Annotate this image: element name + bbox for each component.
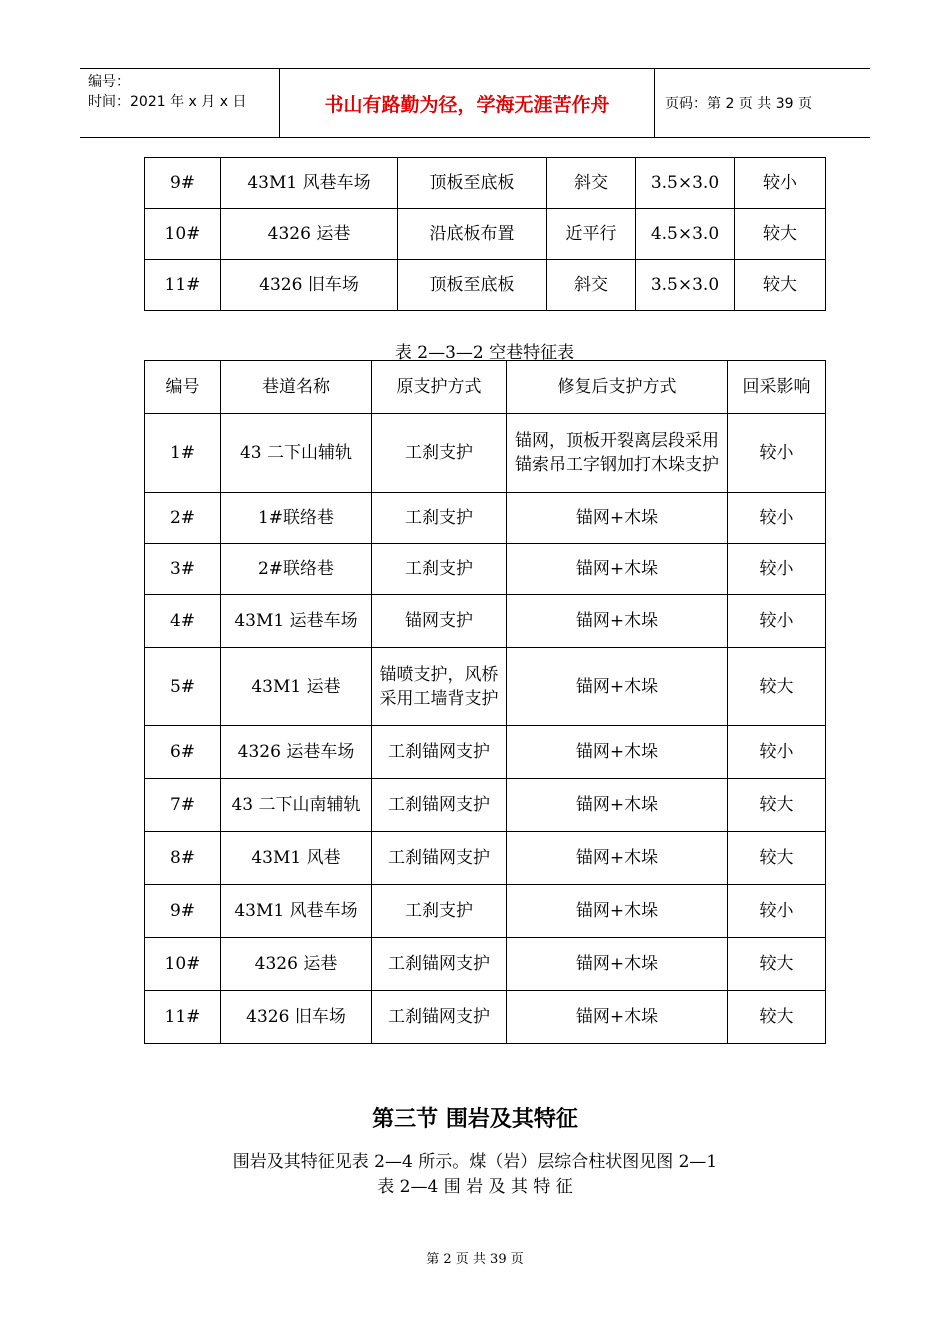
table-cell: 4326 旧车场 [221, 260, 398, 311]
table-cell: 工刹锚网支护 [372, 726, 507, 779]
table-cell: 较小 [735, 158, 826, 209]
table-cell: 4326 运巷 [221, 938, 372, 991]
table-cell: 43M1 运巷车场 [221, 595, 372, 648]
table-cell: 8# [145, 832, 221, 885]
table-cell: 3# [145, 544, 221, 595]
table-cell: 近平行 [547, 209, 636, 260]
table-cell: 6# [145, 726, 221, 779]
table-cell: 3.5×3.0 [636, 158, 735, 209]
table-cell: 9# [145, 885, 221, 938]
table-cell: 工刹支护 [372, 885, 507, 938]
table-cell: 锚网，顶板开裂离层段采用锚索吊工字钢加打木垛支护 [507, 414, 728, 493]
table-cell: 5# [145, 648, 221, 726]
table-cell: 顶板至底板 [398, 158, 547, 209]
table-cell: 2# [145, 493, 221, 544]
table-row [145, 260, 826, 311]
table-cell: 顶板至底板 [398, 260, 547, 311]
table-cell: 锚网支护 [372, 595, 507, 648]
table-cell: 7# [145, 779, 221, 832]
table-cell: 沿底板布置 [398, 209, 547, 260]
table-cell: 较大 [735, 209, 826, 260]
table-cell: 锚喷支护，风桥采用工墙背支护 [372, 648, 507, 726]
table-cell: 锚网+木垛 [507, 938, 728, 991]
table-cell: 斜交 [547, 158, 636, 209]
table-cell: 工刹锚网支护 [372, 991, 507, 1044]
header-time-label: 时间：2021 年 x 月 x 日 [88, 94, 247, 110]
table-cell: 较大 [728, 832, 826, 885]
table-cell: 锚网+木垛 [507, 832, 728, 885]
table-cell: 43M1 风巷 [221, 832, 372, 885]
table-row [145, 938, 826, 991]
table-cell: 4326 运巷车场 [221, 726, 372, 779]
page-footer: 第 2 页 共 39 页 [426, 1252, 524, 1267]
table-caption: 表 2—3—2 空巷特征表 [394, 343, 575, 363]
table-cell: 10# [145, 209, 221, 260]
table-cell: 4.5×3.0 [636, 209, 735, 260]
table-cell: 4326 运巷 [221, 209, 398, 260]
table-cell: 工刹支护 [372, 414, 507, 493]
table-cell: 9# [145, 158, 221, 209]
table-cell: 锚网+木垛 [507, 726, 728, 779]
table-row [145, 544, 826, 595]
column-header: 回采影响 [728, 361, 826, 414]
column-header: 修复后支护方式 [507, 361, 728, 414]
table-row [145, 493, 826, 544]
table-cell: 工刹锚网支护 [372, 938, 507, 991]
column-header: 巷道名称 [221, 361, 372, 414]
table-cell: 工刹支护 [372, 493, 507, 544]
column-header: 编号 [145, 361, 221, 414]
header-motto: 书山有路勤为径，学海无涯苦作舟 [280, 69, 655, 137]
table-row [145, 595, 826, 648]
table-row [145, 209, 826, 260]
table-row [145, 991, 826, 1044]
table-cell: 较大 [728, 991, 826, 1044]
table-cell: 4# [145, 595, 221, 648]
table-cell: 较大 [735, 260, 826, 311]
section-body: 围岩及其特征见表 2—4 所示。煤（岩）层综合柱状图见图 2—1 [232, 1152, 718, 1172]
table-header-row [145, 361, 826, 414]
table-cell: 锚网+木垛 [507, 648, 728, 726]
table-cell: 较小 [728, 595, 826, 648]
table-row [145, 648, 826, 726]
table-cell: 较大 [728, 648, 826, 726]
table-caption: 表 2—4 围 岩 及 其 特 征 [377, 1177, 573, 1197]
table-cell: 工刹支护 [372, 544, 507, 595]
header-page-info: 页码：第 2 页 共 39 页 [665, 96, 812, 112]
table-cell: 4326 旧车场 [221, 991, 372, 1044]
table-cell: 1#联络巷 [221, 493, 372, 544]
table-cell: 较小 [728, 726, 826, 779]
column-header: 原支护方式 [372, 361, 507, 414]
table-row [145, 832, 826, 885]
table-cell: 43M1 运巷 [221, 648, 372, 726]
table-row [145, 158, 826, 209]
table-cell: 锚网+木垛 [507, 595, 728, 648]
empty-roadway-table [144, 360, 826, 1044]
table-cell: 43M1 风巷车场 [221, 885, 372, 938]
table-row [145, 779, 826, 832]
table-cell: 斜交 [547, 260, 636, 311]
table-cell: 11# [145, 991, 221, 1044]
table-cell: 43 二下山南辅轨 [221, 779, 372, 832]
header-number-label: 编号： [88, 74, 130, 90]
table-cell: 较大 [728, 779, 826, 832]
table-cell: 工刹锚网支护 [372, 779, 507, 832]
table-cell: 锚网+木垛 [507, 544, 728, 595]
table-cell: 工刹锚网支护 [372, 832, 507, 885]
table-cell: 锚网+木垛 [507, 991, 728, 1044]
table-cell: 较小 [728, 493, 826, 544]
header-meta [80, 69, 280, 137]
table-row [145, 414, 826, 493]
table-cell: 较小 [728, 544, 826, 595]
table-cell: 43M1 风巷车场 [221, 158, 398, 209]
table-cell: 较小 [728, 414, 826, 493]
table-cell: 1# [145, 414, 221, 493]
table-row [145, 726, 826, 779]
table-cell: 锚网+木垛 [507, 885, 728, 938]
page-header [80, 68, 870, 138]
table-row [145, 885, 826, 938]
table-cell: 锚网+木垛 [507, 493, 728, 544]
table-cell: 43 二下山辅轨 [221, 414, 372, 493]
section-title: 第三节 围岩及其特征 [372, 1107, 578, 1132]
table-cell: 锚网+木垛 [507, 779, 728, 832]
table-cell: 11# [145, 260, 221, 311]
table-cell: 2#联络巷 [221, 544, 372, 595]
table-cell: 10# [145, 938, 221, 991]
table-cell: 较小 [728, 885, 826, 938]
table-cell: 较大 [728, 938, 826, 991]
table-cell: 3.5×3.0 [636, 260, 735, 311]
roadway-table-continued [144, 157, 826, 311]
